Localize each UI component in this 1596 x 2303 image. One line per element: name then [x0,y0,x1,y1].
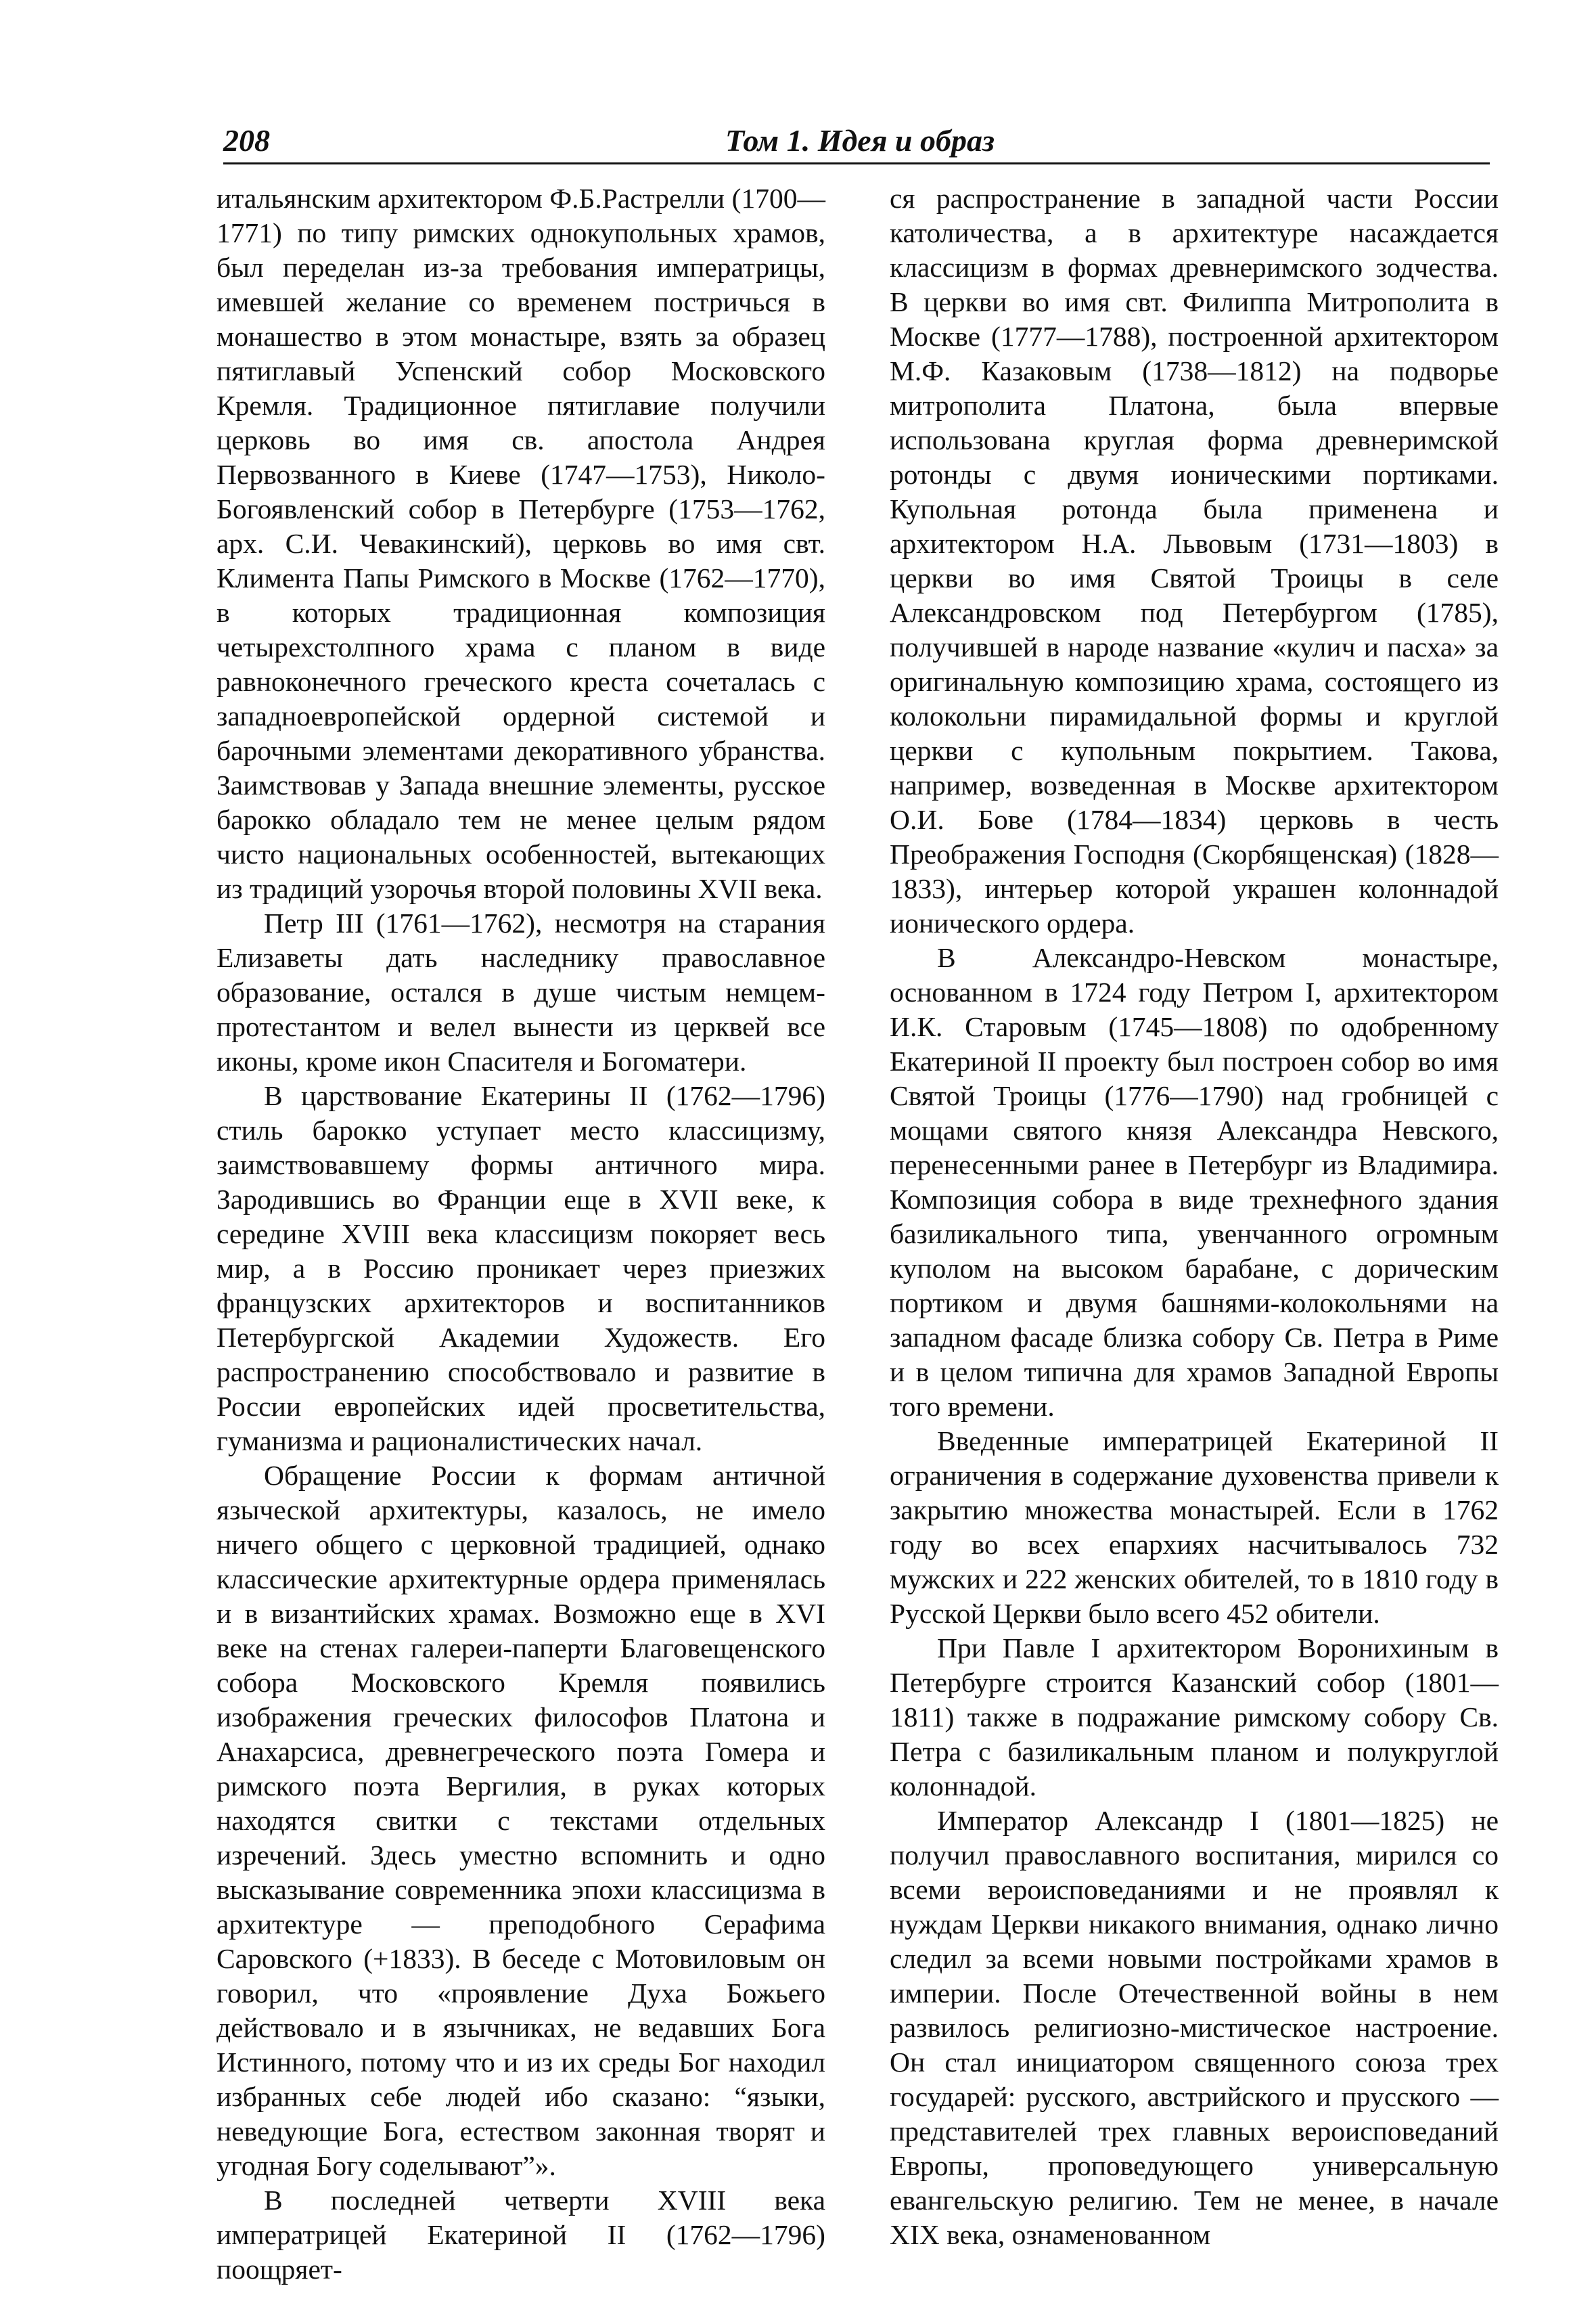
paragraph: Введенные императрицей Екатериной II ограничения в содержание духовенства привели к закрытию множества монастырей. Если в 1762 году во всех епархиях насчитывалось 732 мужских и 222 женских обителей, то в 1810 году в Русской Церкви было всего 452 обители. [890,1425,1499,1629]
right-column [890,181,1499,2252]
left-column [216,181,825,2287]
paragraph: В царствование Екатерины II (1762—1796) стиль барокко уступает место классицизму, заимствовавшему формы античного мира. Зародившись во Франции еще в XVII веке, к середине XVIII века классицизм покоряет весь мир, а в Россию проникает через приезжих французских архитекторов и воспитанников Петербургской Академии Художеств. Его распространению способствовало и развитие в России европейских идей просветительства, гуманизма и рационалистических начал. [216,1080,825,1456]
paragraph: ся распространение в западной части России католичества, а в архитектуре насаждается классицизм в формах древнеримского зодчества. В церкви во имя свт. Филиппа Митрополита в Москве (1777—1788), построенной архитектором М.Ф. Казаковым (1738—1812) на подворье митрополита Платона, была впервые использована круглая форма древнеримской ротонды с двумя ионическими портиками. Купольная ротонда была применена и архитектором Н.А. Львовым (1731—1803) в церкви во имя Святой Троицы в селе Александровском под Петербургом (1785), получившей в народе название «кулич и пасха» за оригинальную композицию храма, состоящего из колокольни пирамидальной формы и круглой церкви с купольным покрытием. Такова, например, возведенная в Москве архитектором О.И. Бове (1784—1834) церковь в честь Преображения Господня (Скорбященская) (1828—1833), интерьер которой украшен колоннадой ионического ордера. [890,183,1499,939]
header-rule [223,162,1490,164]
page-number: 208 [223,123,270,158]
paragraph: Петр III (1761—1762), несмотря на старания Елизаветы дать наследнику православное образование, остался в душе чистым немцем-протестантом и велел вынести из церквей все иконы, кроме икон Спасителя и Богоматери. [216,908,825,1077]
paragraph: В Александро-Невском монастыре, основанном в 1724 году Петром I, архитектором И.К. Старовым (1745—1808) по одобренному Екатериной II проекту был построен собор во имя Святой Троицы (1776—1790) над гробницей с мощами святого князя Александра Невского, перенесенными ранее в Петербург из Владимира. Композиция собора в виде трехнефного здания базиликального типа, увенчанного огромным куполом на высоком барабане, с дорическим портиком и двумя башнями-колокольнями на западном фасаде близка собору Св. Петра в Риме и в целом типична для храмов Западной Европы того времени. [890,942,1499,1422]
paragraph: Обращение России к формам античной языческой архитектуры, казалось, не имело ничего общего с церковной традицией, однако классические архитектурные ордера применялась и в византийских храмах. Возможно еще в XVI веке на стенах галереи-паперти Благовещенского собора Московского Кремля появились изображения греческих философов Платона и Анахарсиса, древнегреческого поэта Гомера и римского поэта Вергилия, в руках которых находятся свитки с текстами отдельных изречений. Здесь уместно вспомнить и одно высказывание современника эпохи классицизма в архитектуре — преподобного Серафима Саровского (+1833). В беседе с Мотовиловым он говорил, что «проявление Духа Божьего действовало и в язычниках, не ведавших Бога Истинного, потому что и из их среды Бог находил избранных себе людей ибо сказано: “языки, неведующие Бога, естеством законная творят и угодная Богу соделывают”». [216,1460,825,2181]
running-title: Том 1. Идея и образ [725,123,995,158]
page-header [223,122,1490,162]
paragraph: При Павле I архитектором Воронихиным в Петербурге строится Казанский собор (1801—1811) также в подражание римскому собору Св. Петра с базиликальным планом и полукруглой колоннадой. [890,1632,1499,1802]
paragraph: Император Александр I (1801—1825) не получил православного воспитания, мирился со всеми вероисповеданиями и не проявлял к нуждам Церкви никакого внимания, однако лично следил за всеми новыми постройками храмов в империи. После Отечественной войны в нем развилось религиозно-мистическое настроение. Он стал инициатором священного союза трех государей: русского, австрийского и прусского — представителей трех главных вероисповеданий Европы, проповедующего универсальную евангельскую религию. Тем не менее, в начале XIX века, ознаменованном [890,1805,1499,2250]
paragraph: В последней четверти XVIII века императрицей Екатериной II (1762—1796) поощряет- [216,2185,825,2285]
paragraph: итальянским архитектором Ф.Б.Растрелли (1700—1771) по типу римских однокупольных храмов, был переделан из-за требования императрицы, имевшей желание со временем постричься в монашество в этом монастыре, взять за образец пятиглавый Успенский собор Московского Кремля. Традиционное пятиглавие получили церковь во имя св. апостола Андрея Первозванного в Киеве (1747—1753), Николо-Богоявленский собор в Петербурге (1753—1762, арх. С.И. Чевакинский), церковь во имя свт. Климента Папы Римского в Москве (1762—1770), в которых традиционная композиция четырехстолпного храма с планом в виде равноконечного греческого креста сочеталась с западноевропейской ордерной системой и барочными элементами декоративного убранства. Заимствовав у Запада внешние элементы, русское барокко обладало тем не менее целым рядом чисто национальных особенностей, вытекающих из традиций узорочья второй половины XVII века. [216,183,825,904]
